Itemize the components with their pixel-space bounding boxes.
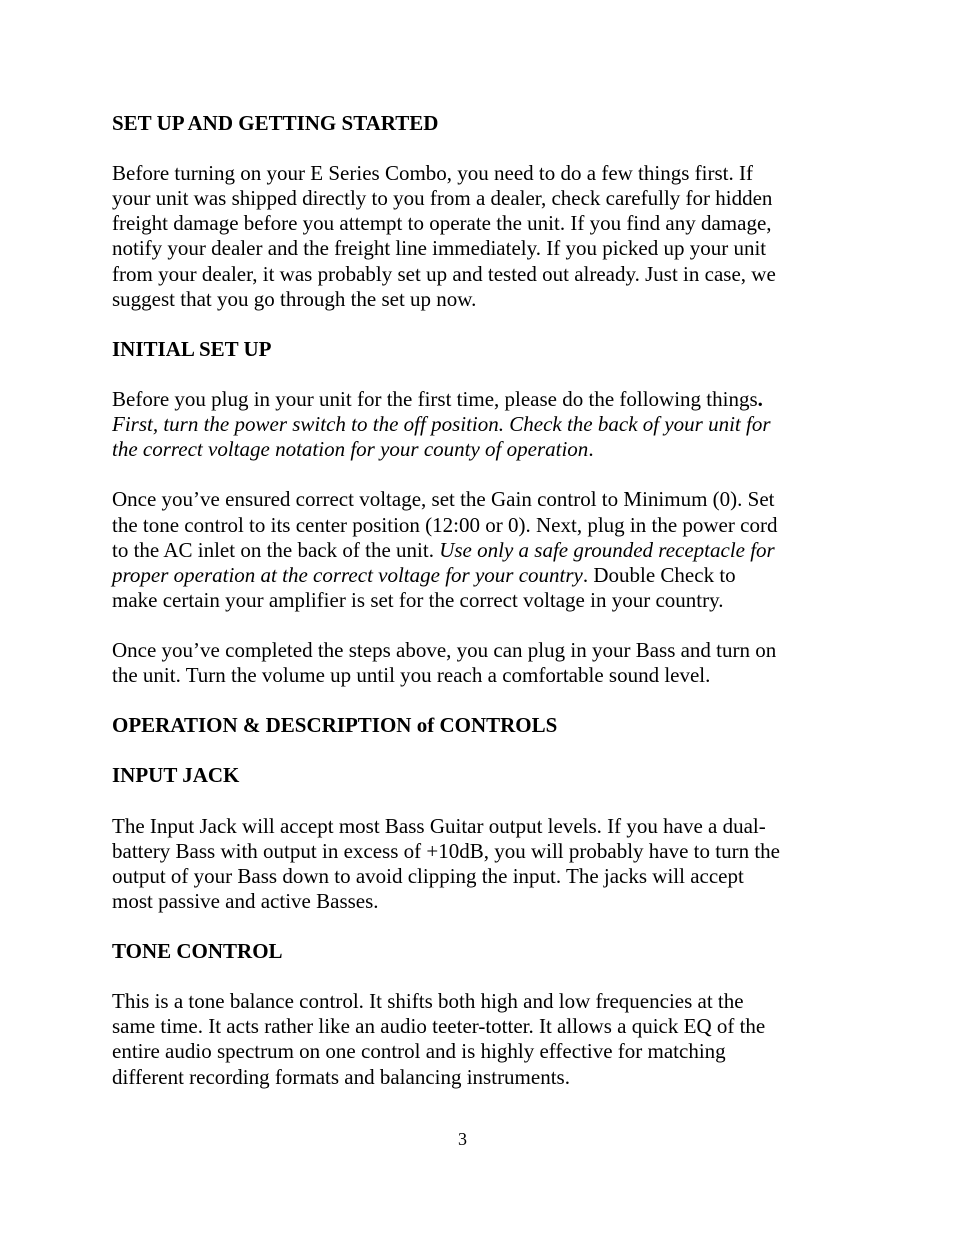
- text-line: The Input Jack will accept most Bass Guitar output levels. If you have a dual-: [112, 813, 766, 838]
- text-run: Before you plug in your unit for the first time, please do the following things: [112, 387, 758, 412]
- text-line: your unit was shipped directly to you from a dealer, check carefully for hidden: [112, 186, 773, 211]
- spacer: [112, 613, 812, 638]
- text-line: most passive and active Basses.: [112, 888, 379, 913]
- spacer: [112, 738, 812, 763]
- text-line: Once you’ve completed the steps above, you can plug in your Bass and turn on: [112, 637, 777, 662]
- page-number: 3: [458, 1129, 467, 1149]
- spacer: [112, 136, 812, 161]
- text-line: [112, 563, 812, 588]
- text-line: [112, 387, 812, 412]
- text-line: from your dealer, it was probably set up and tested out already. Just in case, we: [112, 261, 776, 286]
- text-run-italic: proper operation at the correct voltage for your country: [112, 562, 583, 587]
- section-heading-operation: OPERATION & DESCRIPTION of CONTROLS: [112, 713, 558, 738]
- spacer: [112, 312, 812, 337]
- text-line: entire audio spectrum on one control and is highly effective for matching: [112, 1039, 726, 1064]
- text-line: Before turning on your E Series Combo, you need to do a few things first. If: [112, 161, 753, 186]
- paragraph-initial-1: [112, 387, 812, 462]
- spacer: [112, 914, 812, 939]
- text-line: [112, 538, 812, 563]
- text-run-italic: the correct voltage notation for your county of operation: [112, 437, 589, 462]
- section-heading-tone-control: TONE CONTROL: [112, 939, 283, 964]
- text-line: different recording formats and balancing instruments.: [112, 1064, 570, 1089]
- text-run-italic: Use only a safe grounded receptacle for: [439, 537, 775, 562]
- text-line: make certain your amplifier is set for the correct voltage in your country.: [112, 587, 724, 612]
- paragraph-setup: [112, 161, 812, 312]
- text-line: same time. It acts rather like an audio teeter-totter. It allows a quick EQ of the: [112, 1014, 766, 1039]
- text-line: the tone control to its center position (12:00 or 0). Next, plug in the power cord: [112, 512, 778, 537]
- spacer: [112, 688, 812, 713]
- paragraph-input-jack: [112, 814, 812, 914]
- text-run-bold: .: [757, 387, 763, 412]
- text-run: . Double Check to: [582, 562, 736, 587]
- paragraph-initial-3: [112, 638, 812, 688]
- text-run: .: [588, 437, 594, 462]
- text-run: to the AC inlet on the back of the unit.: [112, 537, 440, 562]
- spacer: [112, 789, 812, 814]
- paragraph-tone-control: [112, 989, 812, 1089]
- text-line: notify your dealer and the freight line immediately. If you picked up your unit: [112, 236, 767, 261]
- text-line: output of your Bass down to avoid clipping the input. The jacks will accept: [112, 863, 744, 888]
- section-heading-setup: SET UP AND GETTING STARTED: [112, 111, 439, 135]
- text-line: freight damage before you attempt to operate the unit. If you find any damage,: [112, 211, 772, 236]
- text-line: Once you’ve ensured correct voltage, set the Gain control to Minimum (0). Set: [112, 487, 775, 512]
- section-heading-initial-setup: INITIAL SET UP: [112, 336, 272, 361]
- text-line: This is a tone balance control. It shifts both high and low frequencies at the: [112, 989, 744, 1014]
- text-line: suggest that you go through the set up now.: [112, 286, 477, 311]
- paragraph-initial-2: [112, 487, 812, 612]
- text-line: [112, 437, 812, 462]
- spacer: [112, 362, 812, 387]
- document-page: [112, 111, 812, 1090]
- spacer: [112, 964, 812, 989]
- text-line-italic: First, turn the power switch to the off position. Check the back of your unit for: [112, 412, 771, 437]
- text-line: battery Bass with output in excess of +10dB, you will probably have to turn the: [112, 838, 780, 863]
- spacer: [112, 462, 812, 487]
- text-line: the unit. Turn the volume up until you reach a comfortable sound level.: [112, 663, 711, 688]
- section-heading-input-jack: INPUT JACK: [112, 763, 240, 788]
